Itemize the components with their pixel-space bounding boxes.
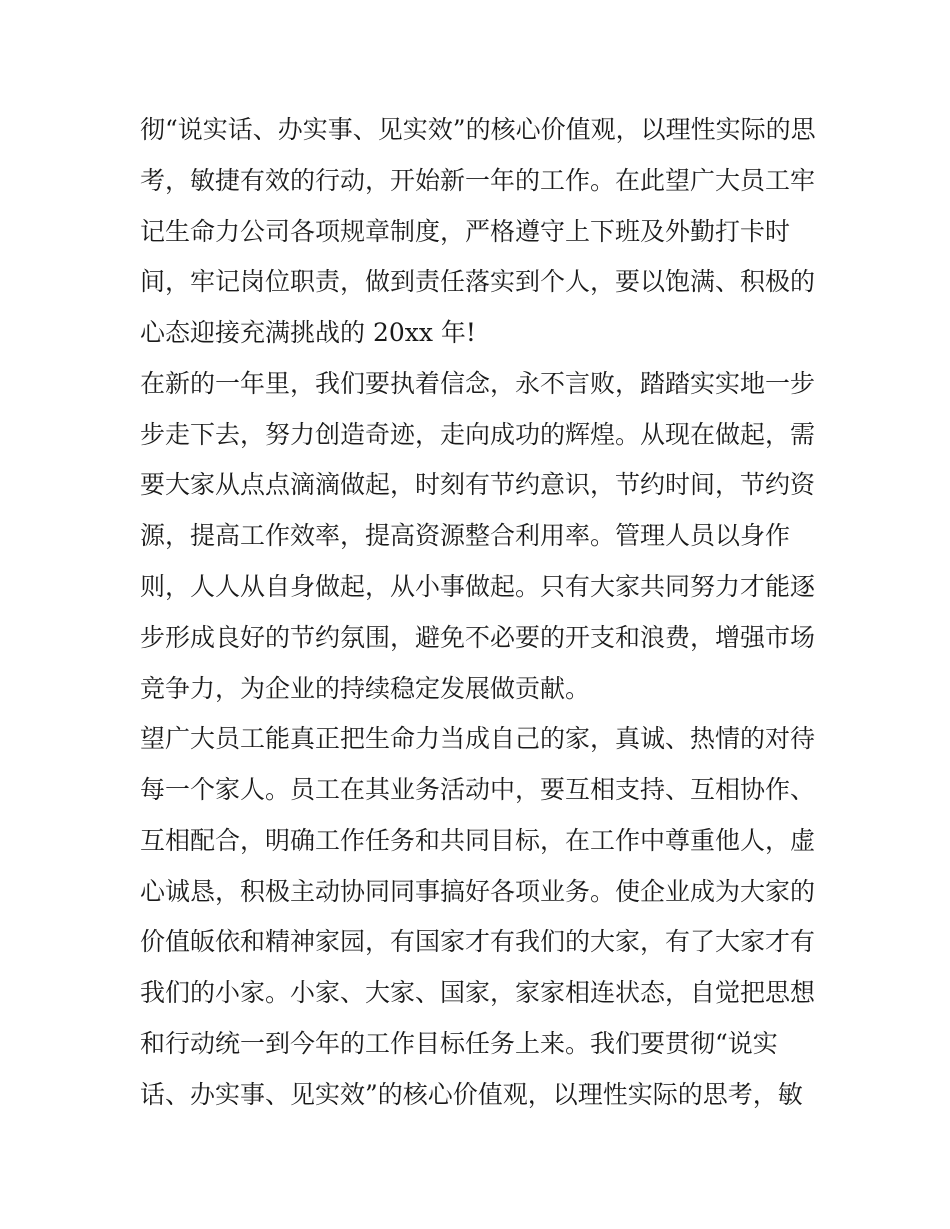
text-line: 记生命力公司各项规章制度，严格遵守上下班及外勤打卡时 <box>140 217 791 246</box>
text-line: 我们的小家。小家、大家、国家，家家相连状态，自觉把思想 <box>140 978 816 1007</box>
text-line: 望广大员工能真正把生命力当成自己的家，真诚、热情的对待 <box>140 724 816 753</box>
text-line: 价值皈依和精神家园，有国家才有我们的大家，有了大家才有 <box>140 927 816 956</box>
text-line: 在新的一年里，我们要执着信念，永不言败，踏踏实实地一步 <box>140 369 816 398</box>
text-line: 互相配合，明确工作任务和共同目标，在工作中尊重他人，虚 <box>140 826 816 855</box>
text-line: 间，牢记岗位职责，做到责任落实到个人，要以饱满、积极的 <box>140 267 816 296</box>
text-line: 要大家从点点滴滴做起，时刻有节约意识，节约时间，节约资 <box>140 470 816 499</box>
text-line: 源，提高工作效率，提高资源整合利用率。管理人员以身作 <box>140 521 791 550</box>
text-line: 话、办实事、见实效”的核心价值观，以理性实际的思考，敏 <box>140 1080 803 1109</box>
text-line: 则，人人从自身做起，从小事做起。只有大家共同努力才能逐 <box>140 572 816 601</box>
text-line: 心态迎接充满挑战的 20xx 年! <box>140 318 476 347</box>
text-line: 步形成良好的节约氛围，避免不必要的开支和浪费，增强市场 <box>140 623 816 652</box>
text-line: 心诚恳，积极主动协同同事搞好各项业务。使企业成为大家的 <box>140 877 816 906</box>
text-line: 考，敏捷有效的行动，开始新一年的工作。在此望广大员工牢 <box>140 166 816 195</box>
text-line: 竞争力，为企业的持续稳定发展做贡献。 <box>140 674 591 703</box>
text-line: 和行动统一到今年的工作目标任务上来。我们要贯彻“说实 <box>140 1029 778 1058</box>
text-line: 彻“说实话、办实事、见实效”的核心价值观，以理性实际的思 <box>140 115 816 144</box>
text-line: 每一个家人。员工在其业务活动中，要互相支持、互相协作、 <box>140 775 816 804</box>
text-line: 步走下去，努力创造奇迹，走向成功的辉煌。从现在做起，需 <box>140 420 816 449</box>
